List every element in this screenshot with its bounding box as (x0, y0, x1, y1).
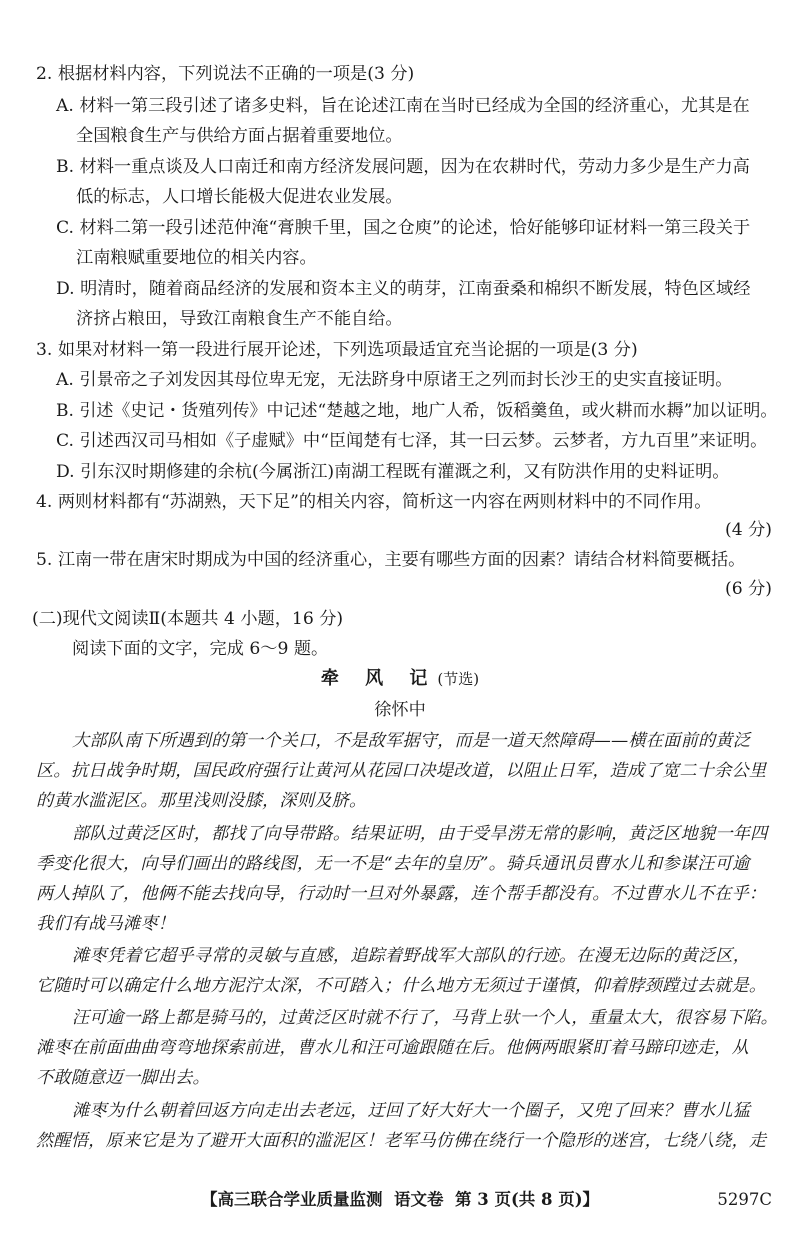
passage-line: 大部队南下所遇到的第一个关口，不是敌军据守，而是一道天然障碍——横在面前的黄泛 (72, 731, 751, 751)
passage-line: 滩枣为什么朝着回返方向走出去老远，迂回了好大好大一个圈子，又兜了回来？曹水儿猛 (72, 1101, 751, 1121)
question-4-stem: 4. 两则材料都有“苏湖熟，天下足”的相关内容，简析这一内容在两则材料中的不同作用。 (36, 492, 712, 512)
footer-page-number: 第 3 页(共 8 页)】 (454, 1190, 600, 1209)
passage-line: 不敢随意迈一脚出去。 (36, 1068, 210, 1088)
q2-option-b-line2: 低的标志，人口增长能极大促进农业发展。 (76, 187, 403, 207)
q3-option-b: B. 引述《史记・货殖列传》中记述“楚越之地，地广人希，饭稻羹鱼，或火耕而水耨”加以证明。 (56, 401, 778, 421)
question-2-stem: 2. 根据材料内容，下列说法不正确的一项是(3 分) (36, 64, 415, 84)
passage-line: 我们有战马滩枣！ (36, 914, 176, 934)
passage-title-note: (节选) (437, 670, 480, 688)
passage-line: 季变化很大，向导们画出的路线图，无一不是“去年的皇历”。骑兵通讯员曹水儿和参谋汪可逾 (36, 854, 750, 874)
q2-option-d-line2: 济挤占粮田，导致江南粮食生产不能自给。 (76, 309, 403, 329)
question-5-stem: 5. 江南一带在唐宋时期成为中国的经济重心，主要有哪些方面的因素？请结合材料简要概括。 (36, 550, 746, 570)
q3-option-c: C. 引述西汉司马相如《子虚赋》中“臣闻楚有七泽，其一曰云梦。云梦者，方九百里”来证明。 (56, 431, 768, 451)
q2-option-d-line1: D. 明清时，随着商品经济的发展和资本主义的萌芽，江南蚕桑和棉织不断发展，特色区域经 (56, 279, 751, 299)
question-5-score: (6 分) (725, 579, 772, 599)
q2-option-c-line1: C. 材料二第一段引述范仲淹“膏腴千里，国之仓庾”的论述，恰好能够印证材料一第三段关于 (56, 218, 751, 238)
passage-line: 区。抗日战争时期，国民政府强行让黄河从花园口决堤改道，以阻止日军，造成了宽二十余公里 (36, 761, 767, 781)
passage-line: 两人掉队了，他俩不能去找向导，行动时一旦对外暴露，连个帮手都没有。不过曹水儿不在乎： (36, 884, 767, 904)
passage-title: 牵 风 记 (320, 668, 438, 689)
q3-option-d: D. 引东汉时期修建的余杭(今属浙江)南湖工程既有灌溉之利，又有防洪作用的史料证明。 (56, 462, 730, 482)
q3-option-a: A. 引景帝之子刘发因其母位卑无宠，无法跻身中原诸王之列而封长沙王的史实直接证明。 (56, 370, 733, 390)
passage-line: 它随时可以确定什么地方泥泞太深，不可踏入；什么地方无须过于谨慎，仰着脖颈蹚过去就是。 (36, 976, 767, 996)
footer-paper-code: 5297C (717, 1190, 772, 1209)
question-4-score: (4 分) (725, 520, 772, 540)
q2-option-a-line2: 全国粮食生产与供给方面占据着重要地位。 (76, 126, 403, 146)
passage-line: 滩枣在前面曲曲弯弯地探索前进，曹水儿和汪可逾跟随在后。他俩两眼紧盯着马蹄印迹走，从 (36, 1038, 749, 1058)
section-instruction: 阅读下面的文字，完成 6～9 题。 (72, 639, 329, 659)
passage-line: 汪可逾一路上都是骑马的，过黄泛区时就不行了，马背上驮一个人，重量太大，很容易下陷。 (72, 1008, 778, 1028)
passage-line: 部队过黄泛区时，都找了向导带路。结果证明，由于受旱涝无常的影响，黄泛区地貌一年四 (72, 824, 768, 844)
passage-title-line (0, 666, 800, 692)
passage-line: 的黄水滥泥区。那里浅则没膝，深则及脐。 (36, 791, 367, 811)
section-heading: (二)现代文阅读Ⅱ(本题共 4 小题，16 分) (32, 609, 344, 629)
footer-info (0, 1188, 800, 1212)
passage-line: 滩枣凭着它超乎寻常的灵敏与直感，追踪着野战军大部队的行迹。在漫无边际的黄泛区， (72, 946, 751, 966)
q2-option-b-line1: B. 材料一重点谈及人口南迁和南方经济发展问题，因为在农耕时代，劳动力多少是生产力高 (56, 157, 750, 177)
q2-option-a-line1: A. 材料一第三段引述了诸多史料，旨在论述江南在当时已经成为全国的经济重心，尤其是在 (56, 96, 750, 116)
footer-exam-name: 【高三联合学业质量监测 (200, 1190, 383, 1209)
passage-author: 徐怀中 (374, 700, 426, 720)
question-3-stem: 3. 如果对材料一第一段进行展开论述，下列选项最适宜充当论据的一项是(3 分) (36, 340, 638, 360)
q2-option-c-line2: 江南粮赋重要地位的相关内容。 (76, 248, 317, 268)
footer-subject: 语文卷 (393, 1190, 444, 1209)
passage-line: 然醒悟，原来它是为了避开大面积的滥泥区！老军马仿佛在绕行一个隐形的迷宫，七绕八绕，走 (36, 1131, 767, 1151)
